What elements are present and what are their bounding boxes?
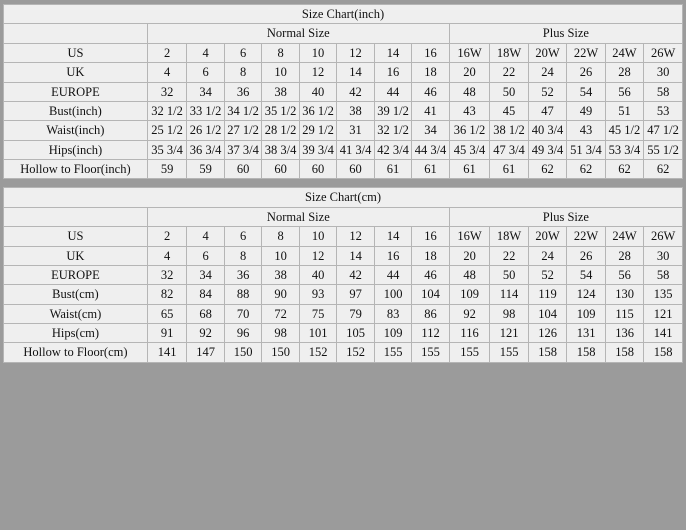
cell: 61 [449, 160, 490, 179]
cell: 47 [528, 101, 566, 120]
cell: 52 [528, 82, 566, 101]
cell: 24 [528, 246, 567, 265]
cell: 29 1/2 [299, 121, 336, 140]
cell: 4 [147, 246, 187, 265]
cell: 22 [490, 63, 528, 82]
cell: 10 [299, 227, 336, 246]
cell: 24W [605, 227, 644, 246]
row-label: Hollow to Floor(cm) [4, 343, 148, 362]
cell: 50 [490, 82, 528, 101]
cell: 53 [644, 101, 683, 120]
cell: 75 [299, 304, 336, 323]
cell: 32 [147, 82, 187, 101]
cell: 62 [644, 160, 683, 179]
cell: 56 [605, 265, 644, 284]
cell: 92 [449, 304, 490, 323]
cell: 152 [337, 343, 374, 362]
cell: 28 [605, 246, 644, 265]
cell: 121 [644, 304, 683, 323]
cell: 98 [262, 324, 299, 343]
row-label: Hips(inch) [4, 140, 148, 159]
cell: 33 1/2 [187, 101, 224, 120]
cell: 16W [449, 43, 490, 62]
size-chart-inch-container [0, 0, 686, 179]
row-label: Bust(cm) [4, 285, 148, 304]
cell: 55 1/2 [644, 140, 683, 159]
cell: 155 [374, 343, 411, 362]
cell: 141 [644, 324, 683, 343]
row-label: US [4, 43, 148, 62]
cell: 39 3/4 [299, 140, 336, 159]
cell: 32 1/2 [147, 101, 187, 120]
cell: 60 [299, 160, 336, 179]
cell: 36 [224, 265, 261, 284]
cell: 8 [262, 227, 299, 246]
cell: 16 [412, 227, 449, 246]
cell: 14 [337, 246, 374, 265]
table-row [4, 121, 683, 140]
cell: 61 [374, 160, 411, 179]
cell: 51 [605, 101, 643, 120]
row-label: EUROPE [4, 265, 148, 284]
cell: 119 [528, 285, 567, 304]
cell: 2 [147, 43, 187, 62]
table-row [4, 160, 683, 179]
cell: 49 3/4 [528, 140, 566, 159]
cell: 12 [337, 43, 374, 62]
chart-title-row [4, 5, 683, 24]
cell: 150 [262, 343, 299, 362]
cell: 158 [567, 343, 606, 362]
cell: 16 [412, 43, 449, 62]
cell: 54 [567, 82, 605, 101]
cell: 4 [187, 227, 224, 246]
cell: 68 [187, 304, 224, 323]
cell: 100 [374, 285, 411, 304]
cell: 16 [374, 63, 411, 82]
row-label: EUROPE [4, 82, 148, 101]
table-row [4, 140, 683, 159]
row-label: Hips(cm) [4, 324, 148, 343]
cell: 31 [337, 121, 374, 140]
row-label: Hollow to Floor(inch) [4, 160, 148, 179]
cell: 4 [147, 63, 187, 82]
cell: 47 1/2 [644, 121, 683, 140]
cell: 60 [224, 160, 261, 179]
cell: 109 [374, 324, 411, 343]
cell: 104 [528, 304, 567, 323]
size-chart-inch-body [4, 5, 683, 179]
cell: 14 [374, 43, 411, 62]
size-chart-cm-container [0, 185, 686, 362]
cell: 131 [567, 324, 606, 343]
cell: 72 [262, 304, 299, 323]
cell: 61 [490, 160, 528, 179]
cell: 38 1/2 [490, 121, 528, 140]
cell: 28 1/2 [262, 121, 299, 140]
cell: 30 [644, 63, 683, 82]
cell: 126 [528, 324, 567, 343]
row-label: Bust(inch) [4, 101, 148, 120]
cell: 10 [262, 63, 299, 82]
table-row [4, 304, 683, 323]
cell: 49 [567, 101, 605, 120]
cell: 70 [224, 304, 261, 323]
cell: 152 [299, 343, 336, 362]
group-header-plus: Plus Size [449, 207, 682, 226]
group-row-spacer [4, 207, 148, 226]
cell: 59 [147, 160, 187, 179]
cell: 37 3/4 [224, 140, 261, 159]
cell: 43 [449, 101, 490, 120]
cell: 8 [224, 63, 261, 82]
cell: 58 [644, 82, 683, 101]
cell: 25 1/2 [147, 121, 187, 140]
cell: 46 [412, 82, 449, 101]
cell: 62 [567, 160, 605, 179]
cell: 35 1/2 [262, 101, 299, 120]
table-row [4, 101, 683, 120]
size-chart-inch-table [3, 4, 683, 179]
cell: 27 1/2 [224, 121, 261, 140]
cell: 155 [449, 343, 490, 362]
row-label: UK [4, 63, 148, 82]
cell: 45 [490, 101, 528, 120]
cell: 97 [337, 285, 374, 304]
cell: 46 [412, 265, 449, 284]
cell: 16W [449, 227, 490, 246]
cell: 158 [644, 343, 683, 362]
cell: 41 [412, 101, 449, 120]
cell: 141 [147, 343, 187, 362]
cell: 26 1/2 [187, 121, 224, 140]
cell: 22 [490, 246, 529, 265]
cell: 40 [299, 82, 336, 101]
cell: 38 [337, 101, 374, 120]
cell: 105 [337, 324, 374, 343]
cell: 88 [224, 285, 261, 304]
cell: 93 [299, 285, 336, 304]
cell: 12 [337, 227, 374, 246]
page-title: Size Chart(cm) [4, 188, 683, 207]
cell: 26 [567, 246, 606, 265]
cell: 147 [187, 343, 224, 362]
cell: 124 [567, 285, 606, 304]
cell: 8 [262, 43, 299, 62]
cell: 28 [605, 63, 643, 82]
size-chart-cm-table [3, 187, 683, 362]
cell: 18W [490, 43, 528, 62]
cell: 43 [567, 121, 605, 140]
cell: 48 [449, 265, 490, 284]
cell: 18 [412, 63, 449, 82]
cell: 38 3/4 [262, 140, 299, 159]
cell: 22W [567, 227, 606, 246]
cell: 61 [412, 160, 449, 179]
cell: 36 [224, 82, 261, 101]
cell: 44 [374, 265, 411, 284]
group-header-plus: Plus Size [449, 24, 682, 43]
cell: 44 [374, 82, 411, 101]
cell: 60 [337, 160, 374, 179]
cell: 24 [528, 63, 566, 82]
cell: 35 3/4 [147, 140, 187, 159]
cell: 20W [528, 227, 567, 246]
cell: 62 [605, 160, 643, 179]
page-title: Size Chart(inch) [4, 5, 683, 24]
cell: 36 1/2 [449, 121, 490, 140]
cell: 50 [490, 265, 529, 284]
chart-group-row [4, 24, 683, 43]
cell: 47 3/4 [490, 140, 528, 159]
cell: 36 1/2 [299, 101, 336, 120]
cell: 26W [644, 43, 683, 62]
cell: 52 [528, 265, 567, 284]
row-label: UK [4, 246, 148, 265]
group-row-spacer [4, 24, 148, 43]
cell: 54 [567, 265, 606, 284]
cell: 6 [224, 43, 261, 62]
table-row [4, 246, 683, 265]
cell: 30 [644, 246, 683, 265]
cell: 116 [449, 324, 490, 343]
group-header-normal: Normal Size [147, 24, 449, 43]
cell: 32 [147, 265, 187, 284]
cell: 39 1/2 [374, 101, 411, 120]
cell: 158 [605, 343, 644, 362]
cell: 84 [187, 285, 224, 304]
cell: 82 [147, 285, 187, 304]
cell: 135 [644, 285, 683, 304]
cell: 42 [337, 265, 374, 284]
cell: 14 [337, 63, 374, 82]
cell: 158 [528, 343, 567, 362]
cell: 60 [262, 160, 299, 179]
cell: 112 [412, 324, 449, 343]
table-row [4, 343, 683, 362]
cell: 45 3/4 [449, 140, 490, 159]
cell: 18 [412, 246, 449, 265]
cell: 48 [449, 82, 490, 101]
cell: 34 1/2 [224, 101, 261, 120]
cell: 79 [337, 304, 374, 323]
cell: 101 [299, 324, 336, 343]
cell: 45 1/2 [605, 121, 643, 140]
table-row [4, 285, 683, 304]
cell: 14 [374, 227, 411, 246]
cell: 130 [605, 285, 644, 304]
table-row [4, 43, 683, 62]
cell: 86 [412, 304, 449, 323]
cell: 38 [262, 82, 299, 101]
chart-group-row [4, 207, 683, 226]
cell: 62 [528, 160, 566, 179]
cell: 34 [412, 121, 449, 140]
cell: 42 3/4 [374, 140, 411, 159]
cell: 53 3/4 [605, 140, 643, 159]
cell: 56 [605, 82, 643, 101]
cell: 44 3/4 [412, 140, 449, 159]
cell: 40 3/4 [528, 121, 566, 140]
cell: 24W [605, 43, 643, 62]
cell: 114 [490, 285, 529, 304]
cell: 90 [262, 285, 299, 304]
cell: 12 [299, 63, 336, 82]
row-label: US [4, 227, 148, 246]
cell: 40 [299, 265, 336, 284]
table-row [4, 82, 683, 101]
row-label: Waist(inch) [4, 121, 148, 140]
cell: 109 [449, 285, 490, 304]
cell: 20 [449, 246, 490, 265]
cell: 10 [299, 43, 336, 62]
size-chart-cm-body [4, 188, 683, 362]
group-header-normal: Normal Size [147, 207, 449, 226]
cell: 109 [567, 304, 606, 323]
cell: 83 [374, 304, 411, 323]
cell: 98 [490, 304, 529, 323]
table-row [4, 324, 683, 343]
cell: 6 [187, 246, 224, 265]
cell: 2 [147, 227, 187, 246]
cell: 16 [374, 246, 411, 265]
table-row [4, 265, 683, 284]
cell: 121 [490, 324, 529, 343]
cell: 34 [187, 265, 224, 284]
cell: 12 [299, 246, 336, 265]
cell: 20W [528, 43, 566, 62]
cell: 38 [262, 265, 299, 284]
cell: 32 1/2 [374, 121, 411, 140]
table-row [4, 227, 683, 246]
cell: 155 [490, 343, 529, 362]
cell: 59 [187, 160, 224, 179]
cell: 136 [605, 324, 644, 343]
cell: 58 [644, 265, 683, 284]
cell: 8 [224, 246, 261, 265]
cell: 155 [412, 343, 449, 362]
cell: 104 [412, 285, 449, 304]
cell: 42 [337, 82, 374, 101]
cell: 36 3/4 [187, 140, 224, 159]
cell: 41 3/4 [337, 140, 374, 159]
cell: 10 [262, 246, 299, 265]
cell: 150 [224, 343, 261, 362]
cell: 115 [605, 304, 644, 323]
table-row [4, 63, 683, 82]
cell: 20 [449, 63, 490, 82]
cell: 26W [644, 227, 683, 246]
cell: 26 [567, 63, 605, 82]
cell: 91 [147, 324, 187, 343]
row-label: Waist(cm) [4, 304, 148, 323]
chart-title-row [4, 188, 683, 207]
cell: 34 [187, 82, 224, 101]
cell: 65 [147, 304, 187, 323]
cell: 96 [224, 324, 261, 343]
cell: 18W [490, 227, 529, 246]
cell: 92 [187, 324, 224, 343]
cell: 4 [187, 43, 224, 62]
cell: 51 3/4 [567, 140, 605, 159]
cell: 22W [567, 43, 605, 62]
cell: 6 [224, 227, 261, 246]
cell: 6 [187, 63, 224, 82]
